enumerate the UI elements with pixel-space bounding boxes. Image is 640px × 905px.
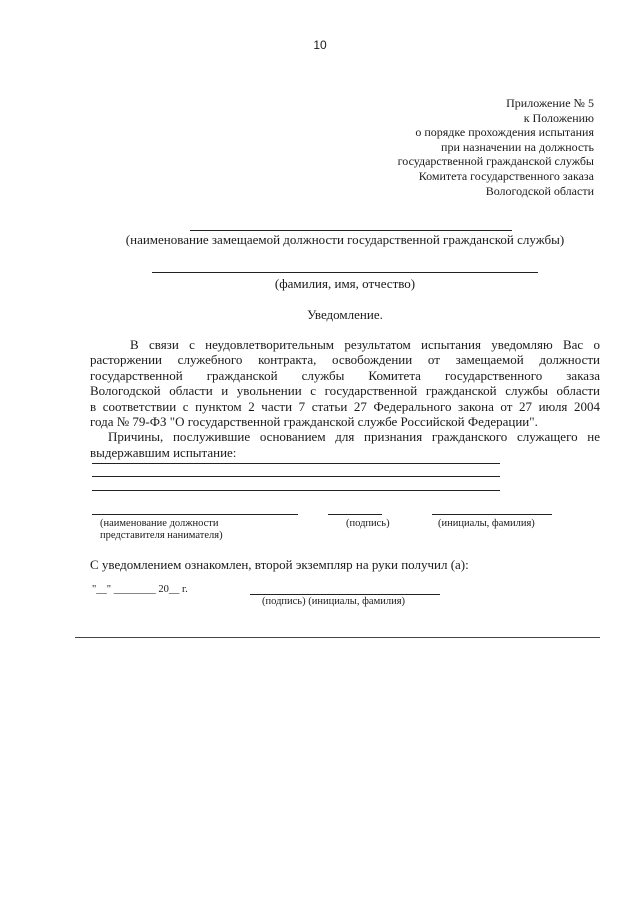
reasons-field-line[interactable]	[92, 476, 500, 477]
initials-caption: (инициалы, фамилия)	[438, 518, 535, 529]
acknowledgement-text: С уведомлением ознакомлен, второй экземпляр на руки получил (а):	[90, 557, 469, 572]
initials-line[interactable]	[432, 514, 552, 515]
body-line: расторжении служебного контракта, освобождении от замещаемой должности	[90, 352, 600, 368]
appendix-header	[398, 96, 594, 198]
appendix-line: при назначении на должность	[441, 139, 594, 154]
body-line: государственной гражданской службы Комитета государственного заказа	[90, 367, 600, 383]
appendix-line: Комитета государственного заказа	[418, 168, 594, 183]
employer-position-line[interactable]	[92, 514, 298, 515]
body-line: В связи с неудовлетворительным результатом испытания уведомляю Вас о	[130, 337, 600, 352]
signature-caption: (подпись)	[346, 518, 390, 529]
notice-title: Уведомление.	[307, 307, 383, 322]
employer-position-caption-2: представителя нанимателя)	[100, 530, 223, 541]
appendix-line: к Положению	[523, 110, 594, 125]
appendix-line: о порядке прохождения испытания	[415, 125, 594, 140]
reasons-field-line[interactable]	[92, 463, 500, 464]
notice-body	[90, 337, 600, 460]
bottom-signature-caption: (подпись) (инициалы, фамилия)	[262, 596, 406, 607]
body-line: года № 79-ФЗ "О государственной гражданской службе Российской Федерации".	[90, 414, 538, 430]
page-number: 10	[313, 38, 327, 52]
reasons-line: Причины, послужившие основанием для признания гражданского служащего не	[108, 429, 600, 445]
name-field-line[interactable]	[152, 272, 538, 273]
signature-line[interactable]	[328, 514, 382, 515]
bottom-signature-line[interactable]	[250, 594, 440, 595]
body-line: Вологодской области и увольнении с государственной гражданской службы области	[90, 383, 600, 399]
name-caption: (фамилия, имя, отчество)	[274, 276, 416, 291]
appendix-line: Приложение № 5	[506, 96, 594, 110]
date-field[interactable]: "__" ________ 20__ г.	[92, 584, 188, 595]
position-caption: (наименование замещаемой должности государственной гражданской службы)	[125, 232, 565, 247]
reasons-field-line[interactable]	[92, 490, 500, 491]
body-line: в соответствии с пунктом 2 части 7 статьи 27 Федерального закона от 27 июля 2004	[90, 398, 600, 414]
position-field-line[interactable]	[190, 230, 512, 231]
employer-position-caption: (наименование должности	[100, 518, 219, 529]
reasons-line-2: выдержавшим испытание:	[90, 444, 237, 460]
footer-rule	[75, 637, 600, 638]
appendix-line: государственной гражданской службы	[397, 154, 594, 169]
appendix-line: Вологодской области	[485, 183, 594, 198]
